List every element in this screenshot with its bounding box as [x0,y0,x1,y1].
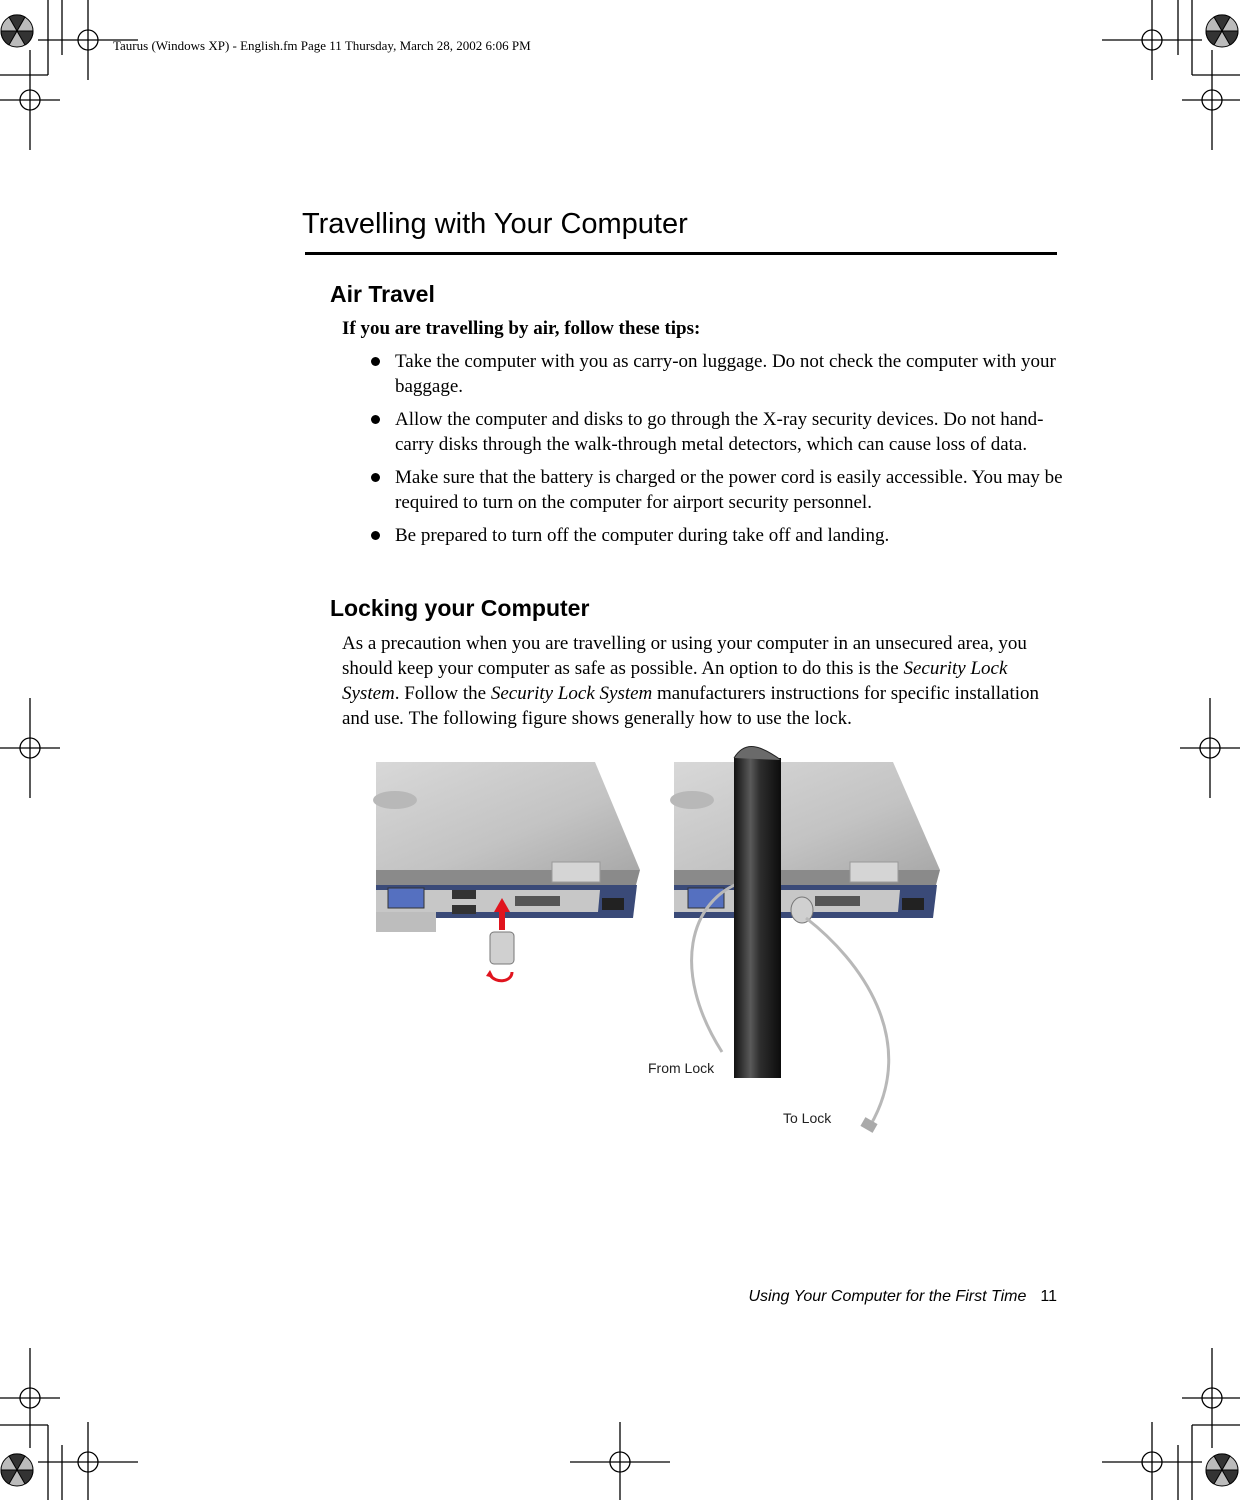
para-emphasis: . [399,708,405,729]
bullet-icon [371,531,380,540]
locking-heading: Locking your Computer [330,595,590,621]
bullet-icon [371,473,380,482]
list-item [366,465,1066,515]
tip-text: Allow the computer and disks to go through the X-ray security devices. Do not hand-carry disks through the walk-through metal detectors, which can cause loss of data. [395,409,1044,455]
locking-paragraph [342,631,1062,731]
air-travel-heading: Air Travel [330,281,435,307]
tip-text: Be prepared to turn off the computer during take off and landing. [395,525,890,546]
bullet-icon [371,415,380,424]
tip-text: Make sure that the battery is charged or the power cord is easily accessible. You may be required to turn on the computer for airport security personnel. [395,467,1063,513]
list-item [366,407,1066,457]
air-travel-intro: If you are travelling by air, follow these tips: [342,318,701,339]
para-emphasis: Security Lock System [490,683,653,704]
chapter-title: Using Your Computer for the First Time [748,1288,1027,1305]
para-text: The following figure shows generally how to use the lock. [404,708,852,729]
air-travel-tips [366,349,1066,556]
section-title: Travelling with Your Computer [302,208,688,240]
page-footer [749,1288,1058,1306]
from-lock-label: From Lock [648,1060,715,1076]
lock-figure [360,740,980,1140]
print-header: Taurus (Windows XP) - English.fm Page 11 Thursday, March 28, 2002 6:06 PM [113,38,531,53]
tip-text: Take the computer with you as carry-on luggage. Do not check the computer with your baggage. [395,351,1056,397]
pole [734,746,781,1078]
para-text: manufacturers instructions for specific installation and use [342,683,1040,729]
para-text: . Follow the [394,683,491,704]
bullet-icon [371,357,380,366]
para-emphasis: Security Lock System [342,658,1008,704]
laptop-right [670,762,940,923]
to-lock-label: To Lock [783,1110,832,1126]
title-rule [305,252,1057,255]
page-number: 11 [1040,1288,1057,1305]
list-item [366,349,1066,399]
list-item [366,523,1066,548]
para-text: As a precaution when you are travelling or using your computer in an unsecured area, you should keep your computer as safe as possible. An option to do this is the [342,633,1027,679]
